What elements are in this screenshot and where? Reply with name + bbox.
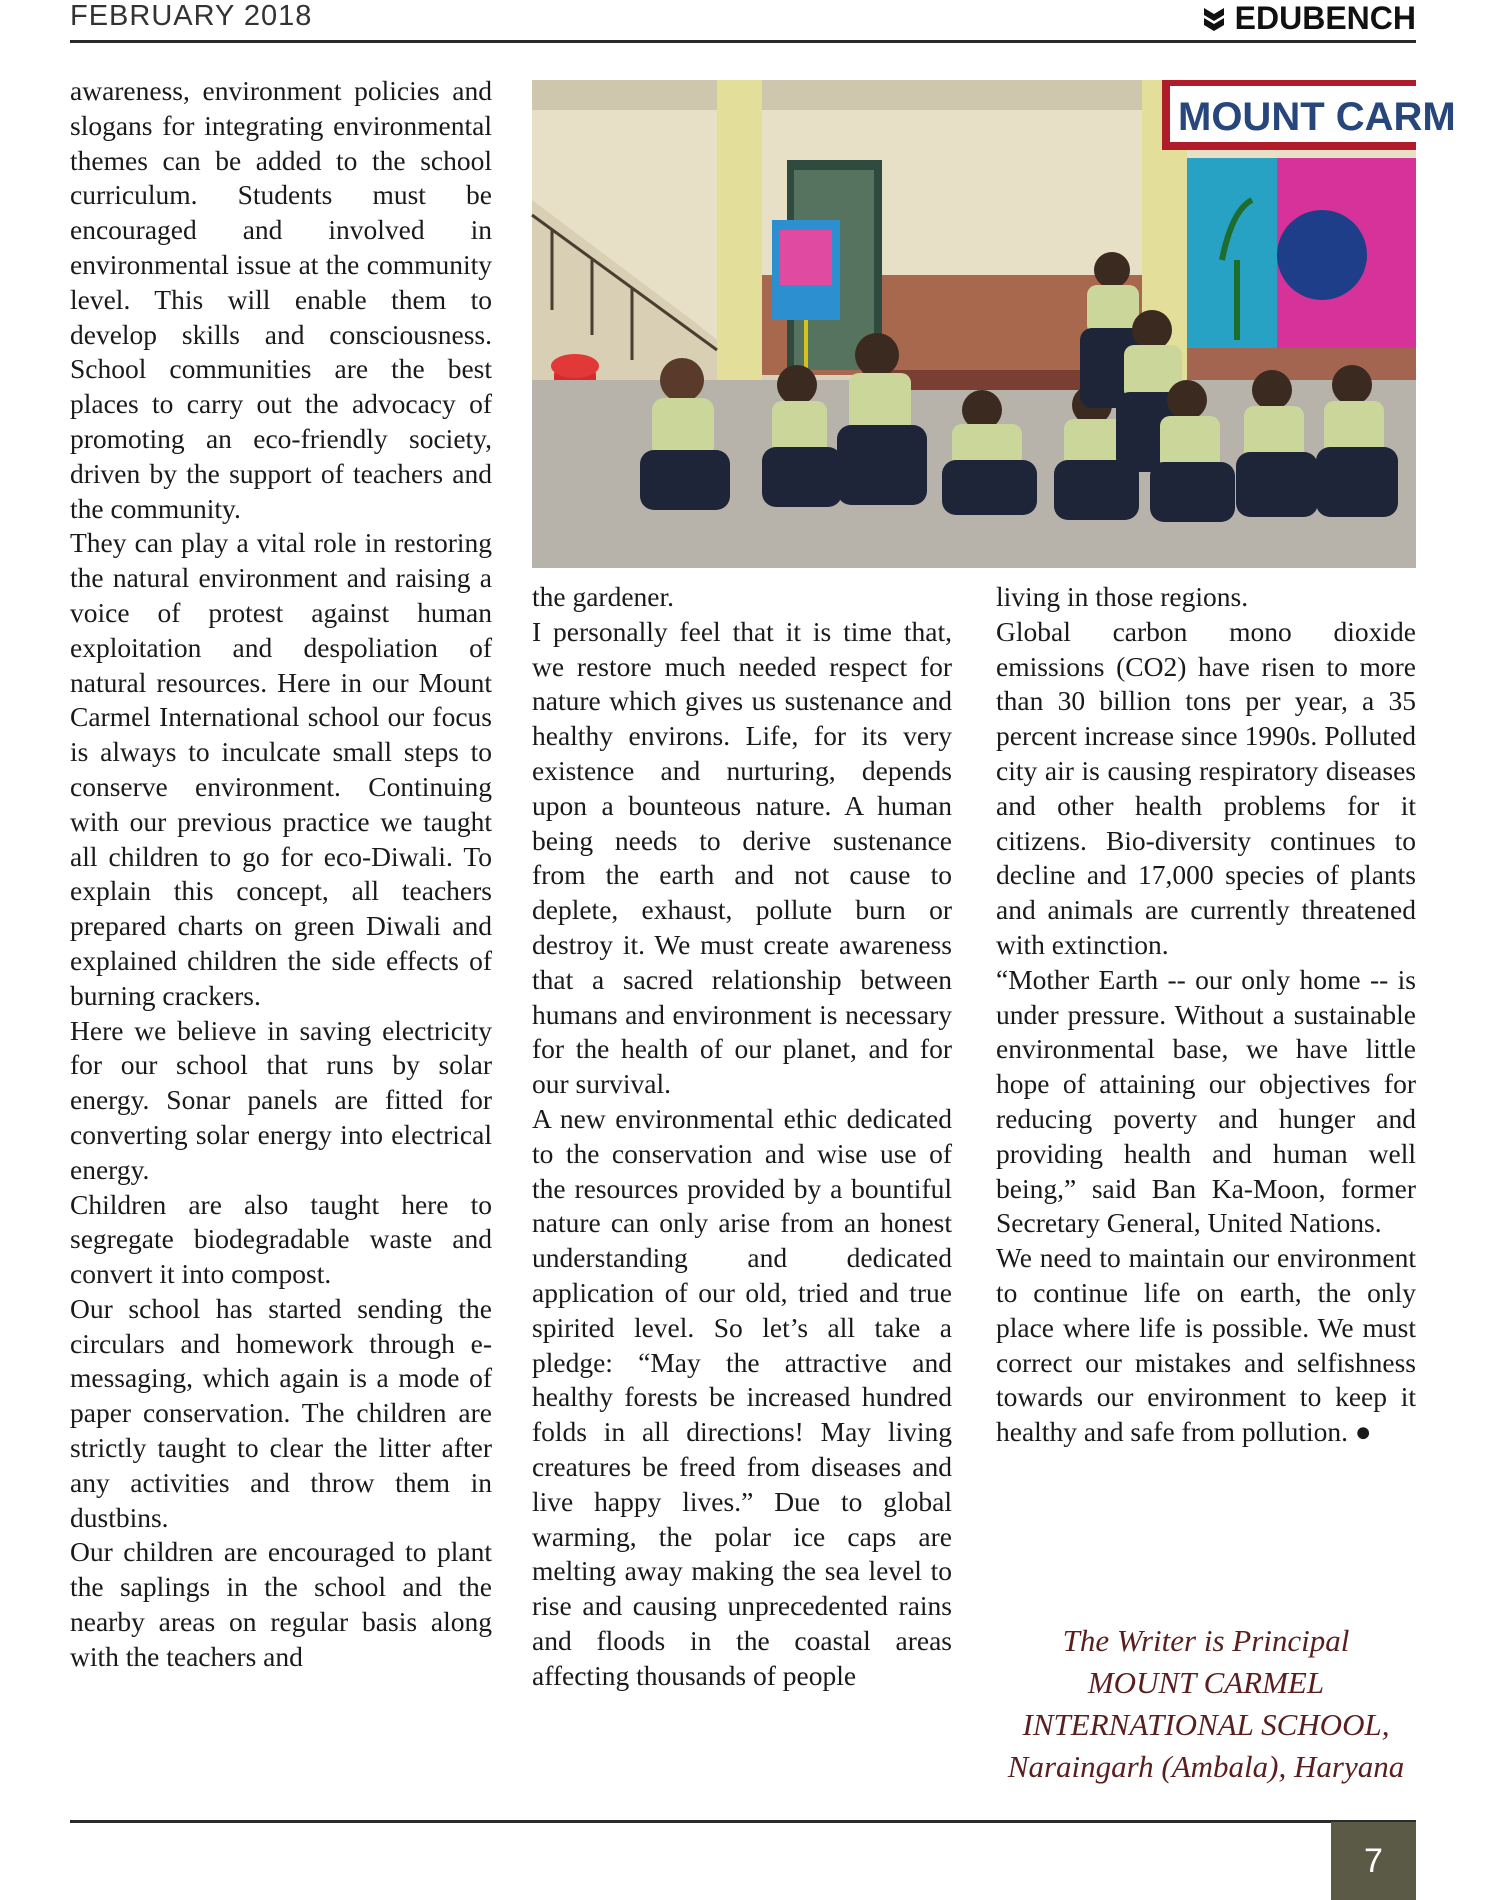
students-photo-illustration xyxy=(532,80,1456,568)
school-photo xyxy=(532,80,1456,568)
page-number: 7 xyxy=(1331,1822,1416,1900)
paragraph: Children are also taught here to segregate biodegradable waste and convert it into compost. xyxy=(70,1188,492,1290)
byline-line: MOUNT CARMEL xyxy=(1087,1665,1325,1700)
paragraph: Global carbon mono dioxide emissions (CO2) have risen to more than 30 billion tons per year, a 35 percent increase since 1990s. Polluted city air is causing respiratory diseases and other health problems for it citizens. Bio-diversity continues to decline and 17,000 species of plants and animals are currently threatened with extinction. xyxy=(996,615,1416,960)
header-rule xyxy=(70,40,1416,43)
paragraph: Here we believe in saving electricity for our school that runs by solar energy. Sonar panels are fitted for converting solar energy into electrical energy. xyxy=(70,1014,492,1185)
paragraph: awareness, environment policies and slogans for integrating environmental themes can be added to the school curriculum. Students must be encouraged and involved in environmental issue at the community level. This will enable them to develop skills and consciousness. School communities are the best places to carry out the advocacy of promoting an eco-friendly society, driven by the support of teachers and the community. xyxy=(70,75,492,524)
paragraph: “Mother Earth -- our only home -- is under pressure. Without a sustainable environmental base, we have little hope of attaining our objectives for reducing poverty and hunger and providing health and human well being,” said Ban Ka-Moon, former Secretary General, United Nations. xyxy=(996,963,1416,1239)
footer-rule xyxy=(70,1820,1416,1823)
article-column-2 xyxy=(532,580,952,1694)
paragraph: the gardener. xyxy=(532,581,675,612)
article-column-1 xyxy=(70,74,492,1675)
paragraph: Our children are encouraged to plant the saplings in the school and the nearby areas on regular basis along with the teachers and xyxy=(70,1536,492,1672)
paragraph: I personally feel that it is time that, we restore much needed respect for nature which gives us sustenance and healthy environs. Life, for its very existence and nurturing, depends upon a bounteous nature. A human being needs to derive sustenance from the earth and not cause to deplete, exhaust, pollute burn or destroy it. We must create awareness that a sacred relationship between humans and environment is necessary for the health of our planet, and for our survival. xyxy=(532,615,952,1100)
byline-line: The Writer is Principal xyxy=(1062,1623,1350,1658)
paragraph: We need to maintain our environment to continue life on earth, the only place where life is possible. We must correct our mistakes and selfishness towards our environment to keep it healthy and safe from pollution. ● xyxy=(996,1242,1416,1448)
issue-date: FEBRUARY 2018 xyxy=(70,0,313,32)
brand-logo xyxy=(1203,0,1416,37)
byline-line: Naraingarh (Ambala), Haryana xyxy=(1007,1749,1405,1784)
author-byline xyxy=(996,1620,1416,1788)
chevron-shield-icon xyxy=(1203,6,1225,32)
brand-name: EDUBENCH xyxy=(1234,0,1416,36)
byline-line: INTERNATIONAL SCHOOL, xyxy=(1022,1707,1390,1742)
signboard-text: MOUNT CARM xyxy=(1178,95,1456,139)
article-column-3 xyxy=(996,580,1416,1450)
paragraph: They can play a vital role in restoring the natural environment and raising a voice of protest against human exploitation and despoliation of natural resources. Here in our Mount Carmel International school our focus is always to inculcate small steps to conserve environment. Continuing with our previous practice we taught all children to go for eco-Diwali. To explain this concept, all teachers prepared charts on green Diwali and explained children the side effects of burning crackers. xyxy=(70,527,492,1011)
paragraph: living in those regions. xyxy=(996,581,1249,612)
paragraph: A new environmental ethic dedicated to the conservation and wise use of the resources provided by a bountiful nature can only arise from an honest understanding and dedicated application of our old, tried and true spirited level. So let’s all take a pledge: “May the attractive and healthy forests be increased hundred folds in all directions! May living creatures be freed from diseases and live happy lives.” Due to global warming, the polar ice caps are melting away making the sea level to rise and causing unprecedented rains and floods in the coastal areas affecting thousands of people xyxy=(532,1102,952,1691)
paragraph: Our school has started sending the circulars and homework through e-messaging, which again is a mode of paper conservation. The children are strictly taught to clear the litter after any activities and throw them in dustbins. xyxy=(70,1292,492,1533)
